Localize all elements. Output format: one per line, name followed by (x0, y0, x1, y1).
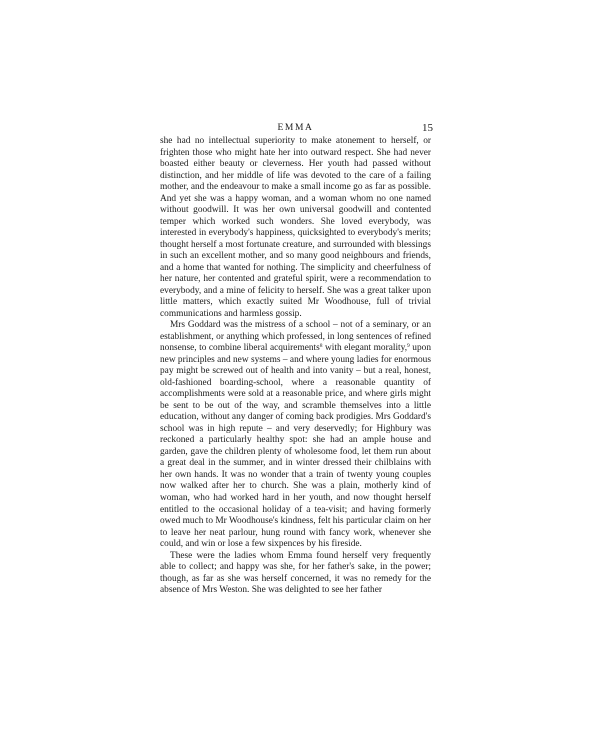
paragraph-ladies: These were the ladies whom Emma found herself very frequently able to collect; and happy was she, for her father's sake, in the power; though, as far as she was herself concerned, it was no remedy for the absence of Mrs Weston. She was delighted to see her father (160, 550, 431, 596)
note-reference: 9 (407, 343, 410, 350)
page-number: 15 (422, 122, 433, 134)
paragraph-continued: she had no intellectual superiority to make atonement to herself, or frighten those who might hate her into outward respect. She had never boasted either beauty or cleverness. Her youth had passed without distinction, and her middle of life was devoted to the care of a failing mother, and the endeavour to make a small income go as far as possible. And yet she was a happy woman, and a woman whom no one named without goodwill. It was her own universal goodwill and contented temper which worked such wonders. She loved everybody, was interested in everybody's happiness, quicksighted to everybody's merits; thought herself a most fortunate creature, and surrounded with blessings in such an excellent mother, and so many good neighbours and friends, and a home that wanted for nothing. The simplicity and cheerfulness of her nature, her contented and grateful spirit, were a recommendation to everybody, and a mine of felicity to herself. She was a great talker upon little matters, which exactly suited Mr Woodhouse, full of trivial communications and harmless gossip. (160, 136, 431, 319)
paragraph-text: upon new principles and new systems – and where young ladies for enormous pay might be screwed out of health and into vanity – but a real, honest, old-fashioned boarding-school, where a reasonable quantity of accomplishments were sold at a reasonable price, and where girls might be sent to be out of the way, and scramble themselves into a little education, without any danger of coming back prodigies. Mrs Goddard's school was in high repute – and very deservedly; for Highbury was reckoned a particularly healthy spot: she had an ample house and garden, gave the children plenty of wholesome food, let them run about a great deal in the summer, and in winter dressed their chilblains with her own hands. It was no wonder that a train of twenty young couples now walked after her to church. She was a plain, motherly kind of woman, who had worked hard in her youth, and now thought herself entitled to the occasional holiday of a tea-visit; and having formerly owed much to Mr Woodhouse's kindness, felt his particular claim on her to leave her neat parlour, hung round with fancy work, whenever she could, and win or lose a few sixpences by his fireside. (160, 343, 431, 550)
body-text (160, 136, 431, 597)
paragraph-mrs-goddard (160, 320, 431, 550)
paragraph-text: Mrs Goddard was the mistress of a school – not of a seminary, or an establishment, or anything which professed, in long sentences of refined nonsense, to combine liberal acquirements (160, 320, 431, 354)
note-reference: 8 (319, 343, 323, 350)
running-title: EMMA (277, 123, 314, 133)
running-head (160, 120, 431, 136)
paragraph-text: with elegant morality, (322, 343, 408, 354)
